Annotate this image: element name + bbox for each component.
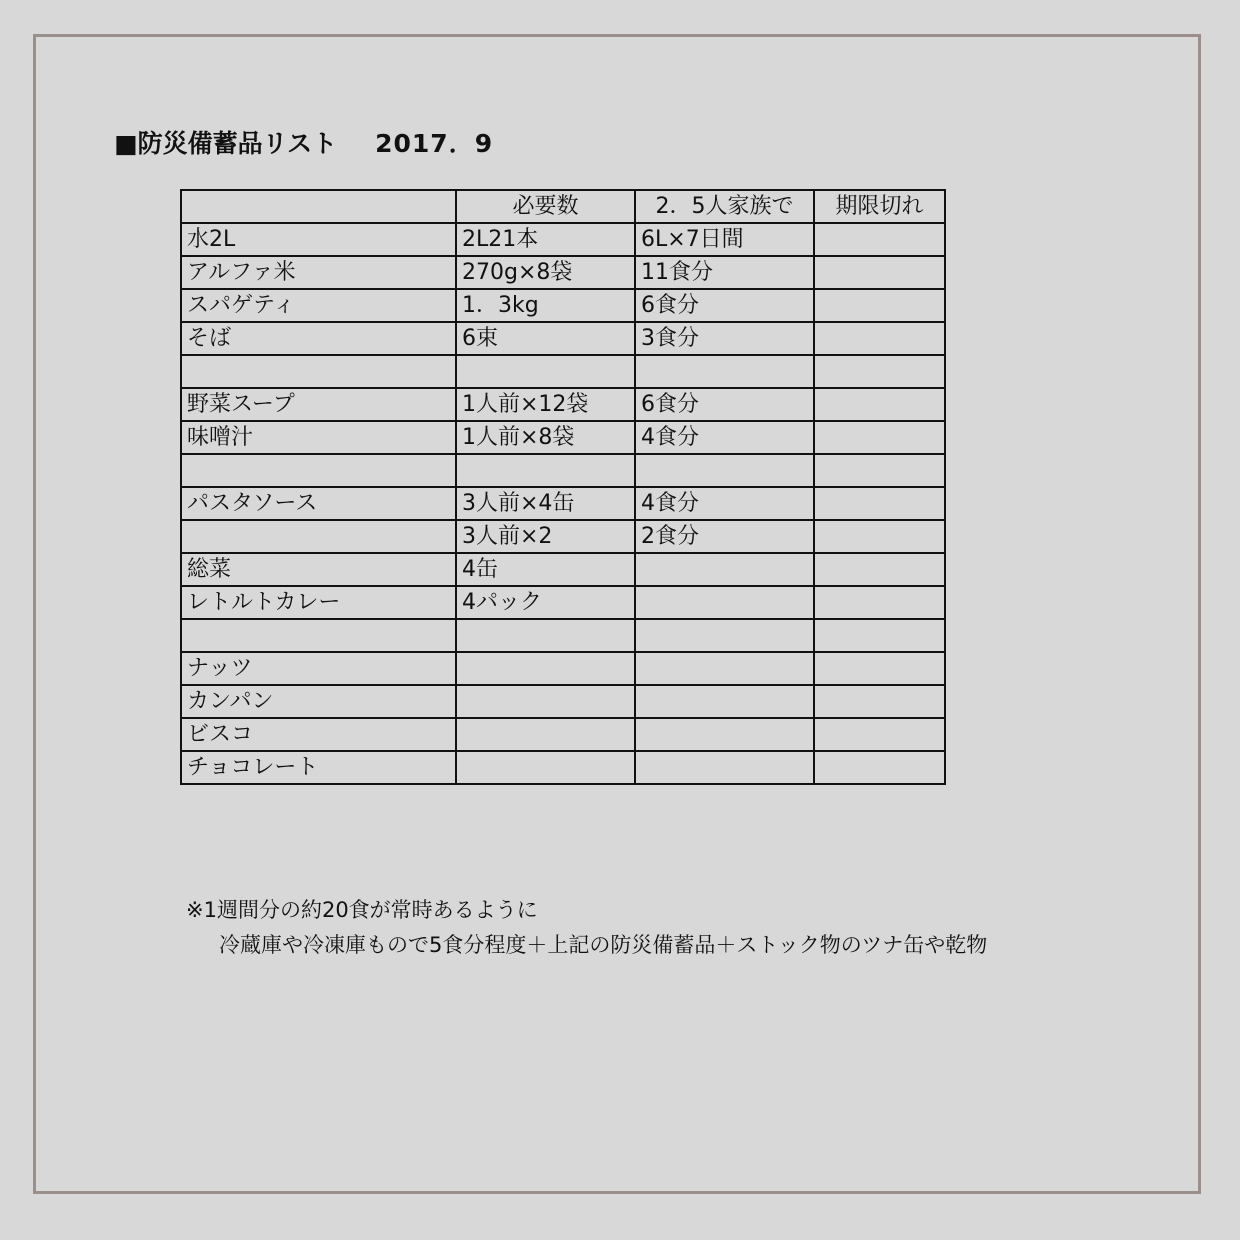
header-required-qty: 必要数	[456, 190, 635, 223]
table-row	[181, 619, 945, 652]
expired-cell	[814, 355, 945, 388]
required-cell: 2L21本	[456, 223, 635, 256]
table-row	[181, 652, 945, 685]
family-cell: 11食分	[635, 256, 814, 289]
expired-cell	[814, 520, 945, 553]
required-cell: 270g×8袋	[456, 256, 635, 289]
family-cell: 4食分	[635, 421, 814, 454]
stockpile-table	[180, 189, 946, 785]
required-cell	[456, 751, 635, 784]
item-cell: パスタソース	[181, 487, 456, 520]
expired-cell	[814, 487, 945, 520]
expired-cell	[814, 619, 945, 652]
item-cell	[181, 520, 456, 553]
expired-cell	[814, 421, 945, 454]
title-text: ■防災備蓄品リスト	[114, 129, 338, 158]
family-cell: 2食分	[635, 520, 814, 553]
required-cell	[456, 685, 635, 718]
required-cell	[456, 718, 635, 751]
table-row	[181, 388, 945, 421]
table-row	[181, 553, 945, 586]
required-cell: 6束	[456, 322, 635, 355]
required-cell: 4缶	[456, 553, 635, 586]
item-cell: 水2L	[181, 223, 456, 256]
item-cell: 味噌汁	[181, 421, 456, 454]
family-cell	[635, 718, 814, 751]
table-row	[181, 256, 945, 289]
required-cell	[456, 454, 635, 487]
family-cell	[635, 652, 814, 685]
table-row	[181, 289, 945, 322]
expired-cell	[814, 718, 945, 751]
expired-cell	[814, 751, 945, 784]
page-title	[114, 124, 493, 160]
family-cell: 6L×7日間	[635, 223, 814, 256]
item-cell: ナッツ	[181, 652, 456, 685]
family-cell: 6食分	[635, 289, 814, 322]
header-family-of-2-5: 2．5人家族で	[635, 190, 814, 223]
family-cell: 4食分	[635, 487, 814, 520]
table-header-row	[181, 190, 945, 223]
expired-cell	[814, 388, 945, 421]
footnote-line-2: 冷蔵庫や冷凍庫もので5食分程度＋上記の防災備蓄品＋ストック物のツナ缶や乾物	[219, 933, 988, 957]
footnote-line-1: ※1週間分の約20食が常時あるように	[186, 898, 538, 922]
family-cell	[635, 355, 814, 388]
table-row	[181, 421, 945, 454]
expired-cell	[814, 322, 945, 355]
item-cell: 野菜スープ	[181, 388, 456, 421]
header-expired: 期限切れ	[814, 190, 945, 223]
item-cell: ビスコ	[181, 718, 456, 751]
family-cell	[635, 685, 814, 718]
table-row	[181, 322, 945, 355]
expired-cell	[814, 586, 945, 619]
expired-cell	[814, 223, 945, 256]
expired-cell	[814, 652, 945, 685]
expired-cell	[814, 685, 945, 718]
expired-cell	[814, 256, 945, 289]
item-cell: チョコレート	[181, 751, 456, 784]
table-row	[181, 685, 945, 718]
table-row	[181, 223, 945, 256]
family-cell	[635, 553, 814, 586]
table-body	[181, 223, 945, 784]
table-row	[181, 487, 945, 520]
table-row	[181, 454, 945, 487]
required-cell: 3人前×4缶	[456, 487, 635, 520]
family-cell	[635, 751, 814, 784]
table-row	[181, 718, 945, 751]
item-cell: レトルトカレー	[181, 586, 456, 619]
required-cell: 3人前×2	[456, 520, 635, 553]
family-cell	[635, 586, 814, 619]
table-row	[181, 520, 945, 553]
family-cell	[635, 619, 814, 652]
item-cell: そば	[181, 322, 456, 355]
table-row	[181, 355, 945, 388]
required-cell	[456, 652, 635, 685]
required-cell: 1人前×8袋	[456, 421, 635, 454]
item-cell	[181, 454, 456, 487]
expired-cell	[814, 553, 945, 586]
header-item	[181, 190, 456, 223]
item-cell: アルファ米	[181, 256, 456, 289]
required-cell	[456, 619, 635, 652]
item-cell: スパゲティ	[181, 289, 456, 322]
required-cell	[456, 355, 635, 388]
item-cell	[181, 619, 456, 652]
family-cell: 6食分	[635, 388, 814, 421]
required-cell: 1．3kg	[456, 289, 635, 322]
item-cell: 総菜	[181, 553, 456, 586]
footnote	[186, 893, 987, 963]
expired-cell	[814, 289, 945, 322]
required-cell: 1人前×12袋	[456, 388, 635, 421]
required-cell: 4パック	[456, 586, 635, 619]
title-date: 2017．9	[375, 129, 494, 158]
item-cell	[181, 355, 456, 388]
expired-cell	[814, 454, 945, 487]
item-cell: カンパン	[181, 685, 456, 718]
family-cell	[635, 454, 814, 487]
family-cell: 3食分	[635, 322, 814, 355]
table-row	[181, 586, 945, 619]
table-row	[181, 751, 945, 784]
